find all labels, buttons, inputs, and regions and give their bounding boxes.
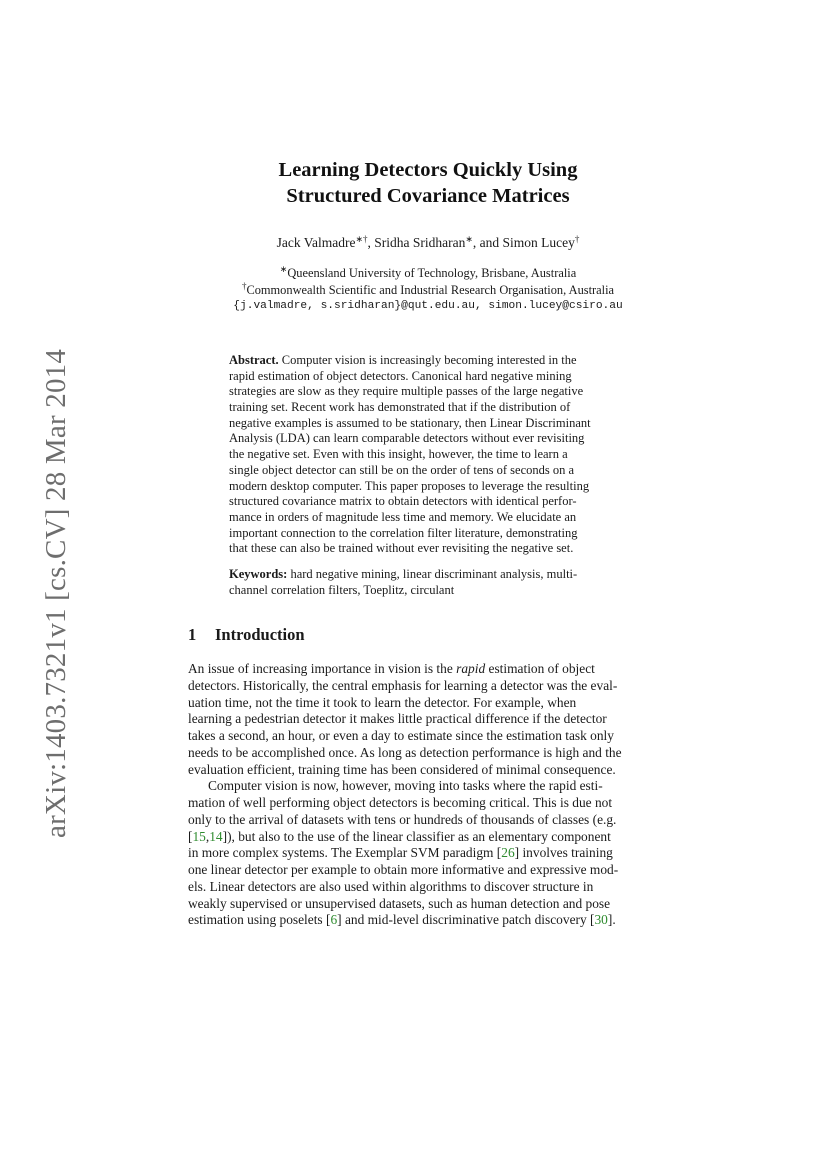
author-emails: {j.valmadre, s.sridharan}@qut.edu.au, simon.lucey@csiro.au: [233, 300, 623, 312]
author-separator: ,: [367, 235, 375, 250]
title-line-2: Structured Covariance Matrices: [286, 185, 570, 207]
paper-title: [188, 157, 668, 209]
abstract-line: single object detector can still be on the order of tens of seconds on a: [229, 462, 575, 477]
abstract-label: Abstract.: [229, 353, 279, 367]
emphasis-rapid: rapid: [456, 661, 486, 676]
body-line: weakly supervised or unsupervised datasets, such as human detection and pose: [188, 895, 611, 911]
author-3-marks: †: [574, 234, 580, 244]
body-line: learning a pedestrian detector it makes little practical difference if the detector: [188, 711, 607, 727]
body-line: only to the arrival of datasets with tens or hundreds of thousands of classes (e.g.: [188, 811, 617, 827]
section-title: Introduction: [215, 625, 305, 644]
body-line: Computer vision is now, however, moving into tasks where the rapid esti-: [208, 778, 603, 794]
abstract-line: rapid estimation of object detectors. Canonical hard negative mining: [229, 368, 572, 383]
body-line: in more complex systems. The Exemplar SVM paradigm [26] involves training: [188, 845, 613, 861]
body-line: els. Linear detectors are also used within algorithms to discover structure in: [188, 878, 594, 894]
keywords: Keywords: hard negative mining, linear discriminant analysis, multi- channel correlation filters, Toeplitz, circulant: [229, 567, 578, 597]
affiliation-1: ∗Queensland University of Technology, Brisbane, Australia: [279, 264, 577, 280]
body-line: evaluation efficient, training time has been considered of minimal consequence.: [188, 761, 616, 777]
affiliation-2-mark: †: [241, 280, 247, 291]
abstract-line: mance in orders of magnitude less time and memory. We elucidate an: [229, 509, 577, 524]
author-1: Jack Valmadre: [276, 235, 356, 250]
abstract-line: important connection to the correlation filter literature, demonstrating: [229, 525, 578, 540]
affiliation-1-mark: ∗: [279, 264, 288, 274]
abstract-line: structured covariance matrix to obtain detectors with identical perfor-: [229, 494, 577, 509]
affiliations: [188, 265, 668, 315]
abstract-line: that these can also be trained without ever revisiting the negative set.: [229, 541, 574, 556]
author-separator: , and: [472, 235, 503, 250]
affiliation-2: †Commonwealth Scientific and Industrial Research Organisation, Australia: [241, 280, 615, 297]
author-2-marks: ∗: [465, 234, 473, 244]
citation-link[interactable]: 30: [594, 912, 608, 928]
body-line: detectors. Historically, the central emphasis for learning a detector was the eval-: [188, 677, 618, 693]
citation-link[interactable]: 6: [330, 912, 338, 928]
body-line: uation time, not the time it took to learn the detector. For example, when: [188, 694, 577, 710]
body-text: [188, 661, 669, 929]
abstract-line: Abstract. Computer vision is increasingly becoming interested in the: [229, 353, 577, 367]
abstract-line: negative examples is assumed to be stationary, then Linear Discriminant: [229, 415, 591, 430]
body-line: mation of well performing object detectors is becoming critical. This is due not: [188, 795, 613, 810]
section-heading: [188, 625, 305, 645]
body-line: one linear detector per example to obtain more informative and expressive mod-: [188, 862, 619, 877]
citation-link[interactable]: 15: [192, 828, 206, 844]
citation-link[interactable]: 26: [501, 845, 515, 861]
arxiv-identifier-stamp: arXiv:1403.7321v1 [cs.CV] 28 Mar 2014: [40, 348, 72, 838]
abstract-line: strategies are slow as they require multiple passes of the large negative: [229, 384, 584, 399]
abstract: [229, 353, 629, 557]
abstract-line: modern desktop computer. This paper proposes to leverage the resulting: [229, 478, 590, 493]
abstract-line: Analysis (LDA) can learn comparable detectors without ever revisiting: [229, 431, 585, 446]
body-line: needs to be accomplished once. As long as detection performance is high and the: [188, 744, 622, 760]
body-line: takes a second, an hour, or even a day to estimate since the estimation task only: [188, 728, 614, 743]
author-2: Sridha Sridharan: [374, 235, 466, 250]
title-line-1: Learning Detectors Quickly Using: [278, 159, 578, 181]
author-1-marks: ∗†: [355, 234, 368, 244]
body-line: An issue of increasing importance in vision is the rapid estimation of object: [188, 661, 595, 676]
citation-link[interactable]: 14: [209, 828, 223, 844]
abstract-line: training set. Recent work has demonstrated that if the distribution of: [229, 400, 571, 415]
body-line: estimation using poselets [6] and mid-level discriminative patch discovery [30].: [188, 912, 616, 928]
section-number: 1: [188, 625, 197, 644]
keywords-label: Keywords:: [229, 567, 288, 581]
author-3: Simon Lucey: [502, 235, 575, 250]
abstract-line: the negative set. Even with this insight, however, the time to learn a: [229, 447, 568, 462]
author-list: [188, 235, 668, 251]
body-line: [15,14]), but also to the use of the linear classifier as an elementary component: [188, 828, 611, 844]
